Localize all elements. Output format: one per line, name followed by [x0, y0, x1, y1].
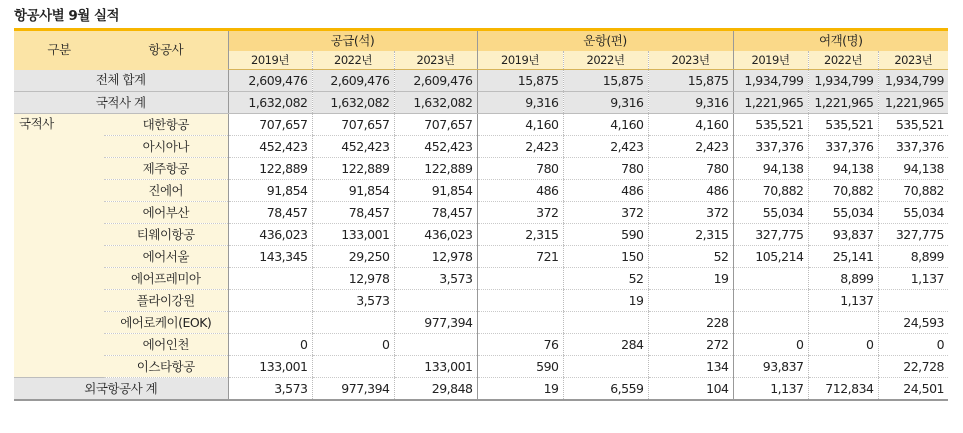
value-cell: 486 — [563, 180, 648, 202]
value-cell: 327,775 — [878, 224, 948, 246]
value-cell: 29,848 — [394, 378, 477, 401]
value-cell: 104 — [648, 378, 733, 401]
value-cell — [563, 356, 648, 378]
value-cell: 337,376 — [733, 136, 808, 158]
value-cell: 977,394 — [394, 312, 477, 334]
value-cell: 133,001 — [228, 356, 312, 378]
value-cell: 2,315 — [477, 224, 563, 246]
airline-name: 에어로케이(EOK) — [104, 312, 228, 334]
value-cell: 94,138 — [808, 158, 878, 180]
summary-label: 국적사 계 — [14, 92, 228, 114]
value-cell: 24,501 — [878, 378, 948, 401]
value-cell: 94,138 — [878, 158, 948, 180]
table-body — [14, 70, 948, 401]
value-cell: 133,001 — [394, 356, 477, 378]
value-cell: 94,138 — [733, 158, 808, 180]
header-flights: 운항(편) — [477, 30, 733, 52]
value-cell: 780 — [477, 158, 563, 180]
year-header: 2023년 — [648, 51, 733, 70]
value-cell — [477, 268, 563, 290]
value-cell: 721 — [477, 246, 563, 268]
value-cell — [878, 290, 948, 312]
value-cell: 535,521 — [808, 114, 878, 136]
value-cell: 1,632,082 — [394, 92, 477, 114]
page-title: 항공사별 9월 실적 — [14, 8, 120, 24]
value-cell: 91,854 — [312, 180, 394, 202]
value-cell: 78,457 — [312, 202, 394, 224]
value-cell: 4,160 — [563, 114, 648, 136]
value-cell: 70,882 — [808, 180, 878, 202]
value-cell: 15,875 — [648, 70, 733, 92]
value-cell: 452,423 — [228, 136, 312, 158]
value-cell: 0 — [312, 334, 394, 356]
value-cell — [733, 290, 808, 312]
year-header: 2023년 — [878, 51, 948, 70]
value-cell — [228, 312, 312, 334]
table-row — [14, 334, 948, 356]
header-gubun: 구분 — [14, 30, 104, 70]
airline-name: 에어인천 — [104, 334, 228, 356]
value-cell: 91,854 — [394, 180, 477, 202]
summary-label: 전체 합계 — [14, 70, 228, 92]
airline-name: 티웨이항공 — [104, 224, 228, 246]
value-cell: 535,521 — [878, 114, 948, 136]
value-cell: 452,423 — [312, 136, 394, 158]
value-cell — [648, 290, 733, 312]
value-cell: 1,221,965 — [878, 92, 948, 114]
value-cell: 133,001 — [312, 224, 394, 246]
value-cell: 712,834 — [808, 378, 878, 401]
value-cell: 1,934,799 — [878, 70, 948, 92]
value-cell: 535,521 — [733, 114, 808, 136]
value-cell: 372 — [477, 202, 563, 224]
value-cell: 780 — [563, 158, 648, 180]
value-cell: 2,609,476 — [312, 70, 394, 92]
table-row — [14, 114, 948, 136]
airline-name: 이스타항공 — [104, 356, 228, 378]
year-header: 2022년 — [808, 51, 878, 70]
value-cell: 327,775 — [733, 224, 808, 246]
value-cell: 150 — [563, 246, 648, 268]
value-cell: 105,214 — [733, 246, 808, 268]
airline-name: 에어부산 — [104, 202, 228, 224]
value-cell: 372 — [648, 202, 733, 224]
value-cell: 1,934,799 — [808, 70, 878, 92]
value-cell — [312, 312, 394, 334]
value-cell: 0 — [228, 334, 312, 356]
value-cell — [477, 290, 563, 312]
foreign-total-label: 외국항공사 계 — [14, 378, 228, 401]
value-cell: 0 — [733, 334, 808, 356]
year-header: 2022년 — [312, 51, 394, 70]
value-cell: 780 — [648, 158, 733, 180]
year-header: 2023년 — [394, 51, 477, 70]
value-cell: 19 — [477, 378, 563, 401]
flight-performance-table — [14, 28, 948, 401]
year-header: 2019년 — [733, 51, 808, 70]
value-cell: 24,593 — [878, 312, 948, 334]
value-cell: 590 — [477, 356, 563, 378]
value-cell: 486 — [648, 180, 733, 202]
value-cell: 337,376 — [808, 136, 878, 158]
value-cell: 2,609,476 — [228, 70, 312, 92]
value-cell: 70,882 — [878, 180, 948, 202]
value-cell: 2,423 — [563, 136, 648, 158]
value-cell: 707,657 — [394, 114, 477, 136]
table-row — [14, 136, 948, 158]
value-cell: 2,315 — [648, 224, 733, 246]
value-cell: 143,345 — [228, 246, 312, 268]
value-cell: 707,657 — [228, 114, 312, 136]
value-cell: 1,137 — [878, 268, 948, 290]
value-cell: 76 — [477, 334, 563, 356]
value-cell: 2,423 — [648, 136, 733, 158]
airline-name: 에어서울 — [104, 246, 228, 268]
value-cell: 122,889 — [228, 158, 312, 180]
value-cell: 15,875 — [477, 70, 563, 92]
value-cell — [563, 312, 648, 334]
value-cell: 0 — [878, 334, 948, 356]
table-row — [14, 180, 948, 202]
value-cell: 93,837 — [733, 356, 808, 378]
value-cell: 8,899 — [808, 268, 878, 290]
value-cell: 3,573 — [312, 290, 394, 312]
value-cell: 0 — [808, 334, 878, 356]
value-cell: 122,889 — [394, 158, 477, 180]
header-passengers: 여객(명) — [733, 30, 948, 52]
value-cell: 4,160 — [477, 114, 563, 136]
airline-name: 에어프레미아 — [104, 268, 228, 290]
value-cell — [477, 312, 563, 334]
value-cell: 1,137 — [808, 290, 878, 312]
value-cell: 70,882 — [733, 180, 808, 202]
summary-row — [14, 92, 948, 114]
table-row — [14, 290, 948, 312]
value-cell: 55,034 — [808, 202, 878, 224]
airline-name: 플라이강원 — [104, 290, 228, 312]
value-cell: 22,728 — [878, 356, 948, 378]
airline-name: 제주항공 — [104, 158, 228, 180]
value-cell: 3,573 — [228, 378, 312, 401]
value-cell: 436,023 — [394, 224, 477, 246]
value-cell: 19 — [563, 290, 648, 312]
value-cell: 284 — [563, 334, 648, 356]
airline-name: 진에어 — [104, 180, 228, 202]
header-supply: 공급(석) — [228, 30, 477, 52]
value-cell: 25,141 — [808, 246, 878, 268]
table-row — [14, 224, 948, 246]
value-cell — [733, 268, 808, 290]
value-cell — [228, 290, 312, 312]
table-row — [14, 356, 948, 378]
value-cell: 1,221,965 — [808, 92, 878, 114]
year-header: 2022년 — [563, 51, 648, 70]
category-label: 국적사 — [14, 114, 104, 378]
value-cell: 2,609,476 — [394, 70, 477, 92]
value-cell: 52 — [648, 246, 733, 268]
value-cell: 4,160 — [648, 114, 733, 136]
value-cell: 590 — [563, 224, 648, 246]
value-cell: 977,394 — [312, 378, 394, 401]
value-cell: 93,837 — [808, 224, 878, 246]
airline-name: 아시아나 — [104, 136, 228, 158]
value-cell — [394, 334, 477, 356]
value-cell: 1,632,082 — [312, 92, 394, 114]
table-row — [14, 312, 948, 334]
value-cell: 1,632,082 — [228, 92, 312, 114]
value-cell: 372 — [563, 202, 648, 224]
value-cell — [394, 290, 477, 312]
value-cell: 707,657 — [312, 114, 394, 136]
value-cell: 436,023 — [228, 224, 312, 246]
value-cell: 2,423 — [477, 136, 563, 158]
value-cell: 78,457 — [228, 202, 312, 224]
value-cell: 52 — [563, 268, 648, 290]
summary-row — [14, 70, 948, 92]
value-cell: 9,316 — [477, 92, 563, 114]
table-row — [14, 158, 948, 180]
value-cell: 19 — [648, 268, 733, 290]
value-cell: 15,875 — [563, 70, 648, 92]
value-cell: 272 — [648, 334, 733, 356]
table-row — [14, 202, 948, 224]
value-cell — [733, 312, 808, 334]
header-airline: 항공사 — [104, 30, 228, 70]
value-cell: 8,899 — [878, 246, 948, 268]
value-cell: 228 — [648, 312, 733, 334]
value-cell: 29,250 — [312, 246, 394, 268]
value-cell: 9,316 — [563, 92, 648, 114]
value-cell: 55,034 — [878, 202, 948, 224]
value-cell: 78,457 — [394, 202, 477, 224]
value-cell: 134 — [648, 356, 733, 378]
value-cell: 6,559 — [563, 378, 648, 401]
table-row — [14, 268, 948, 290]
value-cell — [312, 356, 394, 378]
value-cell: 122,889 — [312, 158, 394, 180]
value-cell: 1,137 — [733, 378, 808, 401]
value-cell — [228, 268, 312, 290]
value-cell — [808, 356, 878, 378]
value-cell: 486 — [477, 180, 563, 202]
year-header: 2019년 — [477, 51, 563, 70]
value-cell — [808, 312, 878, 334]
value-cell: 3,573 — [394, 268, 477, 290]
value-cell: 12,978 — [394, 246, 477, 268]
value-cell: 9,316 — [648, 92, 733, 114]
value-cell: 91,854 — [228, 180, 312, 202]
flight-performance-table-wrap — [14, 28, 948, 401]
value-cell: 55,034 — [733, 202, 808, 224]
table-row — [14, 246, 948, 268]
foreign-total-row — [14, 378, 948, 401]
value-cell: 1,221,965 — [733, 92, 808, 114]
value-cell: 337,376 — [878, 136, 948, 158]
value-cell: 1,934,799 — [733, 70, 808, 92]
year-header: 2019년 — [228, 51, 312, 70]
value-cell: 452,423 — [394, 136, 477, 158]
value-cell: 12,978 — [312, 268, 394, 290]
airline-name: 대한항공 — [104, 114, 228, 136]
